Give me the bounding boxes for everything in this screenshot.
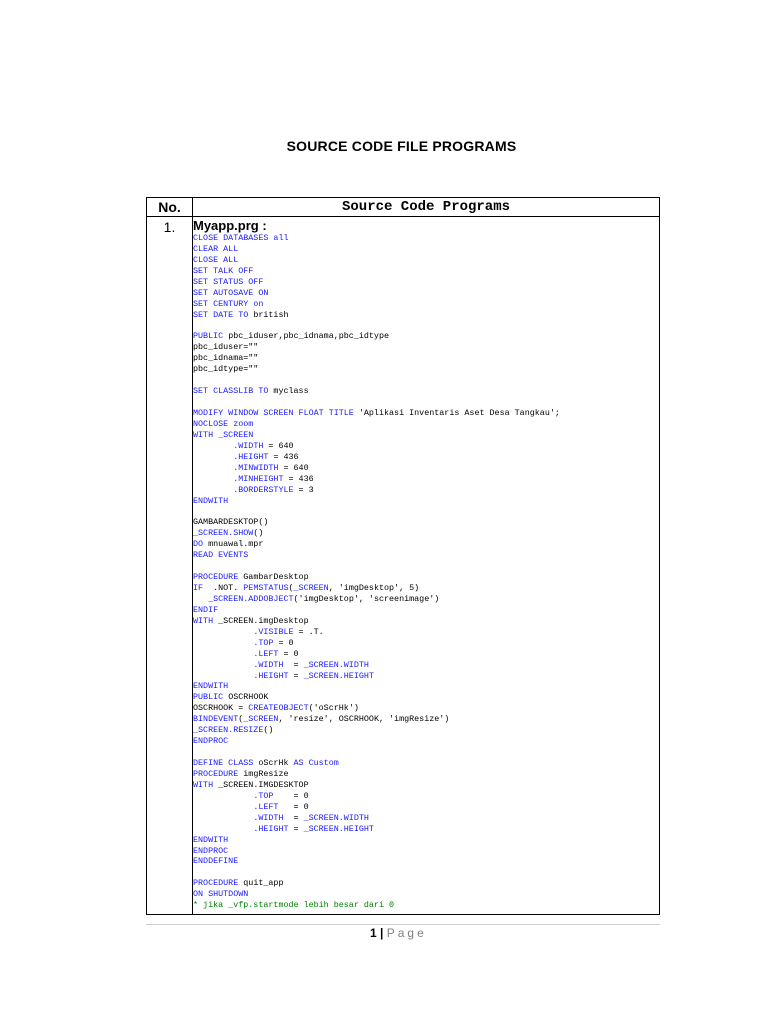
code-token: .WIDTH	[233, 440, 264, 451]
code-token: CLEAR ALL	[193, 243, 239, 254]
code-token: OSCRHOOK	[228, 692, 269, 703]
code-line	[193, 528, 659, 539]
code-line	[193, 463, 659, 474]
code-token: .WIDTH	[253, 659, 284, 670]
code-token: = 0	[278, 648, 299, 659]
code-token: SET AUTOSAVE ON	[193, 287, 269, 298]
code-token: WITH _SCREEN	[193, 429, 254, 440]
code-token: SET CENTURY on	[193, 298, 264, 309]
code-token: DO	[193, 539, 209, 550]
code-token: ENDPROC	[193, 845, 229, 856]
code-token: ('oScrHk')	[308, 703, 359, 714]
code-line	[193, 703, 659, 714]
code-line	[193, 638, 659, 649]
code-line	[193, 649, 659, 660]
code-token	[193, 802, 253, 812]
code-line	[193, 856, 659, 867]
code-token: pbc_iduser=""	[193, 342, 259, 353]
code-line	[193, 736, 659, 747]
code-block	[193, 233, 659, 911]
code-line	[193, 846, 659, 857]
code-token: oScrHk	[258, 758, 294, 768]
code-token: .HEIGHT	[253, 823, 289, 834]
code-token: WITH	[193, 615, 219, 626]
page-number: 1	[370, 926, 377, 940]
code-line	[193, 747, 659, 758]
code-token	[193, 594, 208, 604]
code-line	[193, 813, 659, 824]
code-token: =	[288, 823, 304, 834]
code-token: .BORDERSTYLE	[233, 484, 294, 495]
code-token: * jika _vfp.startmode lebih besar dari 0	[193, 900, 395, 911]
code-line	[193, 572, 659, 583]
code-line	[193, 835, 659, 846]
code-token	[193, 638, 253, 648]
code-line	[193, 889, 659, 900]
code-token: ON SHUTDOWN	[193, 889, 249, 900]
code-line	[193, 714, 659, 725]
code-line	[193, 561, 659, 572]
code-token: _SCREEN.RESIZE	[193, 725, 264, 736]
code-token	[193, 649, 253, 659]
code-token: PEMSTATUS	[243, 583, 289, 593]
code-token: pbc_iduser,pbc_idnama,pbc_idtype	[228, 331, 390, 342]
code-token	[193, 671, 253, 681]
code-token: = 640	[263, 440, 294, 451]
code-token: _SCREEN.IMGDESKTOP	[218, 779, 309, 790]
code-token: _SCREEN.ADDOBJECT	[208, 593, 294, 604]
code-token: ENDIF	[193, 604, 219, 615]
code-token: .TOP	[253, 790, 274, 801]
code-token: pbc_idnama=""	[193, 353, 259, 364]
code-token	[193, 452, 233, 462]
code-token: NOCLOSE zoom	[193, 418, 254, 429]
code-token: .VISIBLE	[253, 626, 294, 637]
code-token: (	[238, 714, 244, 725]
code-line	[193, 517, 659, 528]
code-line	[193, 244, 659, 255]
code-line	[193, 474, 659, 485]
code-token: imgResize	[243, 768, 289, 779]
code-token: mnuawal.mpr	[208, 539, 264, 550]
code-token: = 640	[278, 462, 309, 473]
code-line	[193, 692, 659, 703]
code-token	[193, 463, 233, 473]
code-token	[193, 824, 253, 834]
code-token: _SCREEN	[293, 583, 329, 593]
code-line	[193, 583, 659, 594]
code-token: .LEFT	[253, 801, 279, 812]
code-token: SET STATUS OFF	[193, 276, 264, 287]
code-line	[193, 780, 659, 791]
code-token: (	[288, 583, 294, 593]
code-token: = 436	[268, 451, 299, 462]
code-line	[193, 878, 659, 889]
code-token: , 'resize', OSCRHOOK, 'imgResize')	[278, 714, 450, 725]
table-row	[147, 217, 660, 915]
code-line	[193, 539, 659, 550]
document-title: SOURCE CODE FILE PROGRAMS	[286, 138, 517, 154]
code-token: =	[283, 812, 304, 823]
code-token: .MINWIDTH	[233, 462, 279, 473]
code-token: PROCEDURE	[193, 878, 244, 889]
code-token	[193, 441, 233, 451]
page-footer	[370, 926, 427, 940]
code-token: BINDEVENT	[193, 714, 239, 725]
code-token: ENDWITH	[193, 681, 229, 692]
code-line	[193, 485, 659, 496]
file-title: Myapp.prg :	[193, 218, 267, 233]
code-token: _SCREEN.WIDTH	[303, 812, 369, 823]
code-token	[193, 474, 233, 484]
code-token: = 0	[273, 790, 309, 801]
code-token: PUBLIC	[193, 692, 229, 703]
code-line	[193, 299, 659, 310]
code-token: SET CLASSLIB TO	[193, 386, 274, 397]
code-token: GambarDesktop	[243, 572, 309, 583]
code-token: _SCREEN.WIDTH	[303, 659, 369, 670]
code-token: WITH	[193, 779, 219, 790]
code-token: _SCREEN.HEIGHT	[303, 670, 374, 681]
code-line	[193, 288, 659, 299]
code-token: AS Custom	[293, 758, 339, 768]
code-token	[193, 627, 253, 637]
code-token: = 3	[293, 484, 314, 495]
code-token: DEFINE CLASS	[193, 758, 259, 768]
source-code-table	[146, 197, 660, 915]
code-token: _SCREEN.HEIGHT	[303, 823, 374, 834]
code-line	[193, 725, 659, 736]
page-label: Page	[386, 926, 427, 940]
code-line	[193, 364, 659, 375]
code-token	[193, 660, 253, 670]
code-token	[193, 791, 253, 801]
code-token: = 0	[278, 801, 309, 812]
code-token: CLOSE DATABASES all	[193, 233, 289, 243]
code-token: MODIFY WINDOW SCREEN FLOAT TITLE	[193, 408, 359, 418]
footer-separator: |	[376, 926, 387, 940]
code-token: OSCRHOOK =	[193, 703, 249, 714]
code-token: quit_app	[243, 878, 284, 889]
code-token: CLOSE ALL	[193, 254, 239, 265]
code-line	[193, 419, 659, 430]
header-source-code: Source Code Programs	[193, 198, 660, 217]
code-line	[193, 616, 659, 627]
code-token: , 'imgDesktop', 5)	[328, 583, 420, 593]
code-line	[193, 802, 659, 813]
code-token: _SCREEN	[243, 714, 279, 725]
code-line	[193, 331, 659, 342]
code-line	[193, 310, 659, 321]
code-token: ENDWITH	[193, 495, 229, 506]
code-token: ()	[253, 528, 264, 539]
code-token: myclass	[273, 386, 309, 397]
code-token: _SCREEN.imgDesktop	[218, 615, 309, 626]
code-token: PROCEDURE	[193, 768, 244, 779]
code-line	[193, 506, 659, 517]
footer-divider	[146, 924, 660, 925]
code-token: GAMBARDESKTOP()	[193, 517, 269, 528]
code-line	[193, 660, 659, 671]
code-token: = 436	[283, 473, 314, 484]
code-line	[193, 550, 659, 561]
code-line	[193, 277, 659, 288]
code-token: .TOP	[253, 637, 274, 648]
code-line	[193, 605, 659, 616]
code-token: .LEFT	[253, 648, 279, 659]
code-line	[193, 452, 659, 463]
code-token: IF	[193, 583, 209, 593]
code-token: READ EVENTS	[193, 550, 249, 561]
code-line	[193, 353, 659, 364]
code-token: .MINHEIGHT	[233, 473, 284, 484]
code-line	[193, 681, 659, 692]
code-line	[193, 441, 659, 452]
code-token: ENDPROC	[193, 736, 229, 747]
code-line	[193, 671, 659, 682]
code-line	[193, 867, 659, 878]
code-line	[193, 342, 659, 353]
code-token: .NOT.	[208, 583, 244, 593]
code-line	[193, 900, 659, 911]
code-token	[193, 485, 233, 495]
code-line	[193, 408, 659, 419]
code-line	[193, 321, 659, 332]
code-line	[193, 769, 659, 780]
code-token: PUBLIC	[193, 331, 229, 342]
code-line	[193, 791, 659, 802]
code-line	[193, 386, 659, 397]
code-line	[193, 430, 659, 441]
code-token: SET TALK OFF	[193, 265, 254, 276]
code-token: ()	[263, 725, 274, 736]
header-no: No.	[147, 198, 193, 217]
code-line	[193, 824, 659, 835]
code-token: pbc_idtype=""	[193, 364, 259, 375]
code-line	[193, 266, 659, 277]
code-token: .HEIGHT	[233, 451, 269, 462]
code-token: CREATEOBJECT	[248, 703, 309, 714]
code-token: 'Aplikasi Inventaris Aset Desa Tangkau';	[358, 408, 560, 418]
code-token: .HEIGHT	[253, 670, 289, 681]
code-token: ('imgDesktop', 'screenimage')	[293, 593, 440, 604]
code-cell	[193, 217, 660, 915]
code-line	[193, 375, 659, 386]
code-token: ENDDEFINE	[193, 856, 239, 867]
code-token: =	[283, 659, 304, 670]
code-line	[193, 627, 659, 638]
code-token: = 0	[273, 637, 294, 648]
code-token: .WIDTH	[253, 812, 284, 823]
code-line	[193, 397, 659, 408]
code-token: british	[253, 309, 289, 320]
code-token: SET DATE TO	[193, 309, 254, 320]
code-line	[193, 255, 659, 266]
code-line	[193, 758, 659, 769]
code-token: ENDWITH	[193, 834, 229, 845]
code-token: _SCREEN.SHOW	[193, 528, 254, 539]
code-token	[193, 813, 253, 823]
code-token: =	[288, 670, 304, 681]
code-line	[193, 233, 659, 244]
code-token: PROCEDURE	[193, 572, 244, 583]
table-header-row	[147, 198, 660, 217]
code-line	[193, 594, 659, 605]
row-number: 1.	[147, 217, 193, 915]
code-token: = .T.	[293, 626, 324, 637]
code-line	[193, 496, 659, 507]
